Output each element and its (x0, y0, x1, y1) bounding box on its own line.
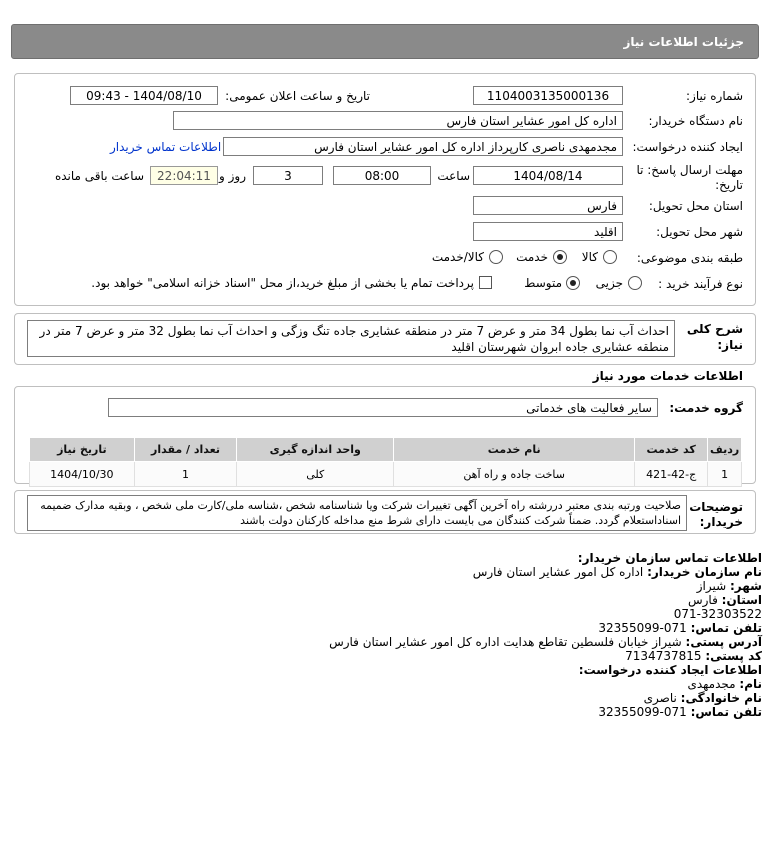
buyer-notes-label-2: خریدار: (699, 515, 743, 529)
need-number-label: شماره نیاز: (686, 89, 743, 103)
deadline-time-label: ساعت (437, 169, 470, 183)
treasury-payment-note: پرداخت تمام یا بخشی از مبلغ خرید،از محل "اسناد خزانه اسلامی" خواهد بود. (91, 276, 474, 290)
page-title: جزئیات اطلاعات نیاز (623, 35, 744, 49)
creator-family-value: ناصری (643, 691, 677, 705)
buyer-notes-text: صلاحیت ورتبه بندی معتبر دررشته راه آخرین آگهی تغییرات شرکت ویا شناسنامه شخص ،شناسه ملی/کارت ملی شخص ، وبقیه مدارک ضمیمه اسناداستعلام گردد. ضمناً شرکت کنندگان می بایست دارای شرط منع مداخله کارکنان دولت باشند (27, 495, 687, 531)
deadline-label: مهلت ارسال پاسخ: تا (636, 163, 743, 177)
col-service-name: نام خدمت (394, 438, 635, 462)
description-text: احداث آب نما بطول 34 متر و عرض 7 متر در منطقه عشایری جاده تنگ وزگی و احداث آب نما بطول 32 متر و عرض 7 متر در منطقه عشایری جاده ابروان شهرستان اقلید (27, 320, 675, 357)
col-quantity: تعداد / مقدار (134, 438, 237, 462)
col-service-code: کد خدمت (635, 438, 708, 462)
category-label: طبقه بندی موضوعی: (636, 251, 743, 265)
creator-name-label: نام: (739, 677, 762, 691)
need-number-field: 1104003135000136 (473, 86, 623, 105)
contact-province-label: استان: (721, 593, 762, 607)
contact-city-value: شیراز (696, 579, 727, 593)
announce-datetime-label: تاریخ و ساعت اعلان عمومی: (225, 89, 370, 103)
creator-family-label: نام خانوادگی: (680, 691, 762, 705)
deadline-date-label: تاریخ: (715, 178, 743, 192)
buyer-notes-label: توضیحات (689, 500, 743, 514)
category-goods-radio[interactable] (603, 250, 617, 264)
creator-phone-value: 071-32355099 (598, 705, 687, 719)
buyer-contact-info (62, 551, 762, 719)
creator-phone-label: تلفن تماس: (690, 705, 762, 719)
services-table-header (30, 438, 742, 462)
cell-quantity: 1 (134, 462, 237, 487)
process-medium-radio[interactable] (566, 276, 580, 290)
buyer-org-label: نام دستگاه خریدار: (648, 114, 743, 128)
contact-phone-1: 071-32303522 (673, 607, 762, 621)
col-unit: واحد اندازه گیری (237, 438, 394, 462)
remaining-time-field: 22:04:11 (150, 166, 218, 185)
process-type-label: نوع فرآیند خرید : (658, 277, 743, 291)
creator-info-title: اطلاعات ایجاد کننده درخواست: (578, 663, 762, 677)
treasury-payment-checkbox[interactable] (479, 276, 492, 289)
table-row (30, 462, 742, 487)
remaining-time-label: ساعت باقی مانده (54, 169, 144, 183)
delivery-province-label: استان محل تحویل: (648, 199, 743, 213)
service-group-field: سایر فعالیت های خدماتی (108, 398, 658, 417)
days-label: روز و (219, 169, 246, 183)
category-service-radio[interactable] (553, 250, 567, 264)
services-table (29, 437, 742, 487)
delivery-city-field: اقلید (473, 222, 623, 241)
contact-address-label: آدرس پستی: (685, 635, 762, 649)
contact-address-value: شیراز خیابان فلسطین تقاطع هدایت اداره کل امور عشایر استان فارس (329, 635, 682, 649)
cell-service-name: ساخت جاده و راه آهن (394, 462, 635, 487)
contact-title: اطلاعات تماس سازمان خریدار: (577, 551, 762, 565)
delivery-province-field: فارس (473, 196, 623, 215)
category-goods-service-label: کالا/خدمت (431, 250, 484, 264)
contact-org-value: اداره کل امور عشایر استان فارس (472, 565, 644, 579)
contact-org-label: نام سازمان خریدار: (647, 565, 762, 579)
contact-phone-label: تلفن تماس: (690, 621, 762, 635)
category-goods-label: کالا (581, 250, 598, 264)
cell-unit: کلی (237, 462, 394, 487)
col-row-number: ردیف (708, 438, 742, 462)
page-header (11, 24, 759, 59)
buyer-org-field: اداره کل امور عشایر استان فارس (173, 111, 623, 130)
col-need-date: تاریخ نیاز (30, 438, 135, 462)
contact-postal-label: کد پستی: (705, 649, 762, 663)
service-group-label: گروه خدمت: (669, 401, 743, 415)
category-goods-service-radio[interactable] (489, 250, 503, 264)
category-service-label: خدمت (516, 250, 548, 264)
announce-datetime-field: 1404/08/10 - 09:43 (70, 86, 218, 105)
buyer-contact-link[interactable]: اطلاعات تماس خریدار (110, 140, 222, 154)
creator-label: ایجاد کننده درخواست: (632, 140, 743, 154)
creator-field: مجدمهدی ناصری کارپرداز اداره کل امور عشایر استان فارس (223, 137, 623, 156)
contact-phone-2: 071-32355099 (598, 621, 687, 635)
contact-province-value: فارس (687, 593, 718, 607)
services-section-title: اطلاعات خدمات مورد نیاز (592, 369, 743, 383)
contact-postal-value: 7134737815 (625, 649, 702, 663)
description-label: شرح کلی (686, 322, 743, 336)
cell-service-code: ج-42-421 (635, 462, 708, 487)
remaining-days-field: 3 (253, 166, 323, 185)
deadline-time-field: 08:00 (333, 166, 431, 185)
cell-need-date: 1404/10/30 (30, 462, 135, 487)
process-minor-radio[interactable] (628, 276, 642, 290)
delivery-city-label: شهر محل تحویل: (656, 225, 743, 239)
description-label-2: نیاز: (717, 338, 743, 352)
need-details-panel (14, 73, 756, 306)
cell-row-number: 1 (708, 462, 742, 487)
process-minor-label: جزیی (595, 276, 623, 290)
contact-city-label: شهر: (730, 579, 762, 593)
deadline-date-field: 1404/08/14 (473, 166, 623, 185)
process-medium-label: متوسط (524, 276, 562, 290)
creator-name-value: مجدمهدی (687, 677, 736, 691)
